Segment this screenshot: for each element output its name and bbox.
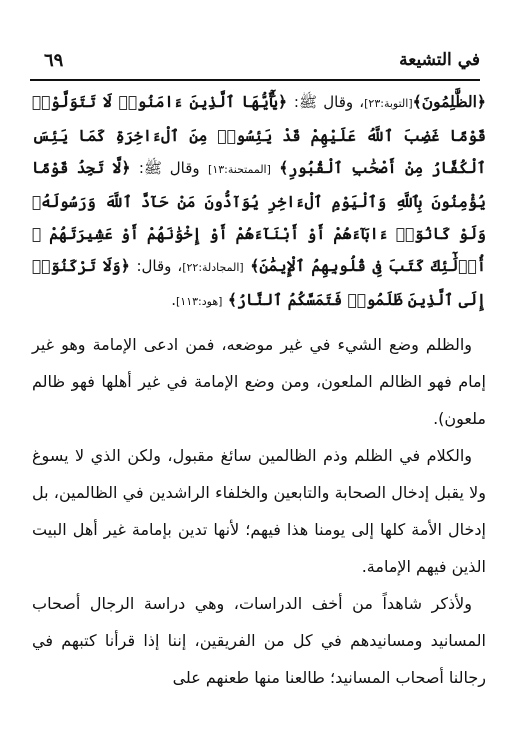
paragraph: ولأذكر شاهداً من أخف الدراسات، وهي دراسة الرجال أصحاب المسانيد ومسانيدهم في كل من الفريقين، إننا إذا قرأنا كتبهم في رجالنا أصحاب المسانيد؛ طالعنا منها طعنهم على [32, 594, 486, 687]
paragraph: والظلم وضع الشيء في غير موضعه، فمن ادعى الإمامة وهو غير إمام فهو الظالم الملعون، ومن وضع الإمامة في غير أهلها فهو ظالم ملعون). [32, 335, 486, 428]
page-header [30, 50, 480, 76]
verse-reference: [هود:١١٣] [176, 295, 223, 308]
verse-text: ﴿لَّا تَجِدُ قَوْمًا يُؤْمِنُونَ بِٱللَّهِ وَٱلْيَوْمِ ٱلْءَاخِرِ يُوَآدُّونَ مَنْ حَآدَّ ٱللَّهَ وَرَسُولَهُۥ وَلَوْ كَانُوٓا۟ ءَابَآءَهُمْ أَوْ أَبْنَآءَهُمْ أَوْ إِخْوَٰنَهُمْ أَوْ عَشِيرَتَهُمْ ۚ أُو۟لَٰٓئِكَ كَتَبَ فِى قُلُوبِهِمُ ٱلْإِيمَٰنَ﴾ [32, 158, 486, 275]
connector-text: وقال ﷺ: [138, 159, 200, 177]
page-body [32, 86, 486, 696]
verse-reference: [التوبة:٢٣] [364, 97, 413, 110]
end-mark: . [171, 291, 176, 309]
verse-reference: [المجادلة:٢٢] [182, 261, 244, 274]
header-rule [30, 79, 480, 81]
verse-text: ﴿وَلَا تَرْكَنُوٓا۟ إِلَى ٱلَّذِينَ ظَلَمُوا۟ فَتَمَسَّكُمُ ٱلنَّارُ﴾ [32, 256, 486, 309]
verse-fragment: ﴿الظَّٰلِمُونَ﴾ [412, 92, 487, 111]
running-head: في التشيعة [399, 50, 480, 70]
verse-text: ﴿يَٰٓأَيُّهَا ٱلَّذِينَ ءَامَنُوا۟ لَا تَتَوَلَّوْا۟ قَوْمًا غَضِبَ ٱللَّهُ عَلَيْهِمْ قَدْ يَئِسُوا۟ مِنَ ٱلْءَاخِرَةِ كَمَا يَئِسَ ٱلْكُفَّارُ مِنْ أَصْحَٰبِ ٱلْقُبُورِ﴾ [32, 92, 487, 177]
verse-reference: [الممتحنة:١٣] [208, 163, 271, 176]
paragraph: والكلام في الظلم وذم الظالمين سائغ مقبول، ولكن الذي لا يسوغ ولا يقبل إدخال الصحابة والتابعين والخلفاء الراشدين في الظالمين، بل إدخال الأمة كلها إلى يومنا هذا فيهم؛ لأنها تدين بإمامة غير أهل البيت الذين فيهم الإمامة. [32, 446, 486, 576]
quran-quote-block [32, 86, 486, 318]
connector-text: ، وقال: [136, 257, 183, 275]
connector-text: ، وقال ﷺ: [293, 93, 365, 111]
page-number: ٦٩ [44, 50, 64, 71]
